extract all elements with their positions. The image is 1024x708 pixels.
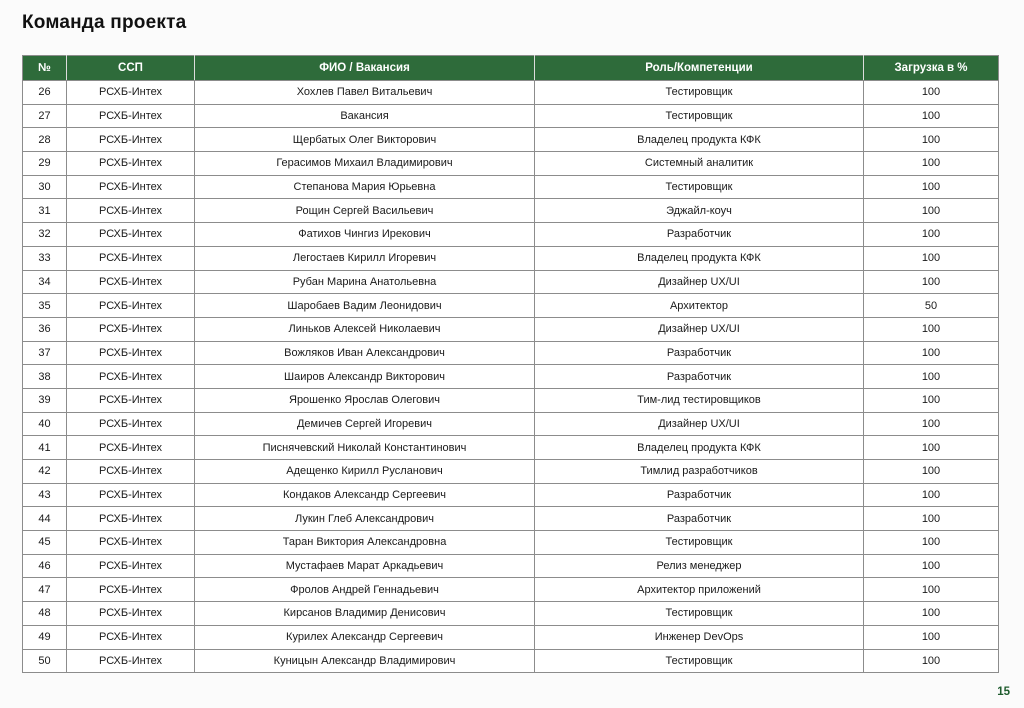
ssp-cell: РСХБ-Интех xyxy=(67,270,195,294)
table-row xyxy=(23,649,999,673)
table-row xyxy=(23,625,999,649)
fio-cell: Шаробаев Вадим Леонидович xyxy=(195,294,535,318)
fio-cell: Легостаев Кирилл Игоревич xyxy=(195,246,535,270)
ssp-cell: РСХБ-Интех xyxy=(67,436,195,460)
fio-cell: Фролов Андрей Геннадьевич xyxy=(195,578,535,602)
table-body xyxy=(23,81,999,673)
fio-cell: Степанова Мария Юрьевна xyxy=(195,175,535,199)
table-row xyxy=(23,81,999,105)
role-cell: Тестировщик xyxy=(535,104,864,128)
load-cell: 100 xyxy=(864,246,999,270)
load-cell: 100 xyxy=(864,270,999,294)
role-cell: Архитектор приложений xyxy=(535,578,864,602)
ssp-cell: РСХБ-Интех xyxy=(67,81,195,105)
row-number-cell: 28 xyxy=(23,128,67,152)
ssp-cell: РСХБ-Интех xyxy=(67,649,195,673)
row-number-cell: 46 xyxy=(23,554,67,578)
ssp-cell: РСХБ-Интех xyxy=(67,199,195,223)
row-number-cell: 50 xyxy=(23,649,67,673)
ssp-cell: РСХБ-Интех xyxy=(67,578,195,602)
ssp-cell: РСХБ-Интех xyxy=(67,223,195,247)
table-row xyxy=(23,602,999,626)
role-cell: Дизайнер UX/UI xyxy=(535,317,864,341)
load-cell: 100 xyxy=(864,341,999,365)
ssp-cell: РСХБ-Интех xyxy=(67,317,195,341)
fio-cell: Куницын Александр Владимирович xyxy=(195,649,535,673)
role-cell: Тим-лид тестировщиков xyxy=(535,388,864,412)
role-cell: Архитектор xyxy=(535,294,864,318)
ssp-cell: РСХБ-Интех xyxy=(67,365,195,389)
table-row xyxy=(23,554,999,578)
column-header-fio: ФИО / Вакансия xyxy=(195,56,535,81)
role-cell: Владелец продукта КФК xyxy=(535,436,864,460)
row-number-cell: 33 xyxy=(23,246,67,270)
load-cell: 100 xyxy=(864,223,999,247)
table-row xyxy=(23,531,999,555)
ssp-cell: РСХБ-Интех xyxy=(67,175,195,199)
table-row xyxy=(23,365,999,389)
ssp-cell: РСХБ-Интех xyxy=(67,152,195,176)
row-number-cell: 48 xyxy=(23,602,67,626)
fio-cell: Таран Виктория Александровна xyxy=(195,531,535,555)
fio-cell: Фатихов Чингиз Ирекович xyxy=(195,223,535,247)
fio-cell: Мустафаев Марат Аркадьевич xyxy=(195,554,535,578)
fio-cell: Демичев Сергей Игоревич xyxy=(195,412,535,436)
role-cell: Эджайл-коуч xyxy=(535,199,864,223)
role-cell: Владелец продукта КФК xyxy=(535,246,864,270)
fio-cell: Рубан Марина Анатольевна xyxy=(195,270,535,294)
table-row xyxy=(23,412,999,436)
row-number-cell: 39 xyxy=(23,388,67,412)
table-row xyxy=(23,175,999,199)
load-cell: 100 xyxy=(864,412,999,436)
ssp-cell: РСХБ-Интех xyxy=(67,388,195,412)
role-cell: Тестировщик xyxy=(535,531,864,555)
row-number-cell: 26 xyxy=(23,81,67,105)
column-header-number: № xyxy=(23,56,67,81)
table-row xyxy=(23,246,999,270)
load-cell: 100 xyxy=(864,531,999,555)
load-cell: 100 xyxy=(864,460,999,484)
row-number-cell: 29 xyxy=(23,152,67,176)
table-row xyxy=(23,223,999,247)
load-cell: 100 xyxy=(864,388,999,412)
row-number-cell: 37 xyxy=(23,341,67,365)
ssp-cell: РСХБ-Интех xyxy=(67,412,195,436)
row-number-cell: 38 xyxy=(23,365,67,389)
row-number-cell: 34 xyxy=(23,270,67,294)
row-number-cell: 41 xyxy=(23,436,67,460)
role-cell: Разработчик xyxy=(535,223,864,247)
table-header-row xyxy=(23,56,999,81)
ssp-cell: РСХБ-Интех xyxy=(67,483,195,507)
ssp-cell: РСХБ-Интех xyxy=(67,531,195,555)
fio-cell: Лукин Глеб Александрович xyxy=(195,507,535,531)
fio-cell: Ярошенко Ярослав Олегович xyxy=(195,388,535,412)
ssp-cell: РСХБ-Интех xyxy=(67,294,195,318)
role-cell: Разработчик xyxy=(535,507,864,531)
table-row xyxy=(23,341,999,365)
table-row xyxy=(23,483,999,507)
column-header-ssp: ССП xyxy=(67,56,195,81)
load-cell: 100 xyxy=(864,128,999,152)
row-number-cell: 30 xyxy=(23,175,67,199)
table-row xyxy=(23,270,999,294)
load-cell: 100 xyxy=(864,152,999,176)
row-number-cell: 40 xyxy=(23,412,67,436)
row-number-cell: 36 xyxy=(23,317,67,341)
fio-cell: Писнячевский Николай Константинович xyxy=(195,436,535,460)
role-cell: Владелец продукта КФК xyxy=(535,128,864,152)
load-cell: 100 xyxy=(864,436,999,460)
ssp-cell: РСХБ-Интех xyxy=(67,246,195,270)
ssp-cell: РСХБ-Интех xyxy=(67,128,195,152)
fio-cell: Адещенко Кирилл Русланович xyxy=(195,460,535,484)
row-number-cell: 32 xyxy=(23,223,67,247)
fio-cell: Шаиров Александр Викторович xyxy=(195,365,535,389)
column-header-load: Загрузка в % xyxy=(864,56,999,81)
load-cell: 100 xyxy=(864,483,999,507)
fio-cell: Кондаков Александр Сергеевич xyxy=(195,483,535,507)
row-number-cell: 42 xyxy=(23,460,67,484)
row-number-cell: 49 xyxy=(23,625,67,649)
load-cell: 100 xyxy=(864,554,999,578)
role-cell: Тестировщик xyxy=(535,649,864,673)
ssp-cell: РСХБ-Интех xyxy=(67,341,195,365)
load-cell: 50 xyxy=(864,294,999,318)
role-cell: Разработчик xyxy=(535,341,864,365)
ssp-cell: РСХБ-Интех xyxy=(67,507,195,531)
fio-cell: Вожляков Иван Александрович xyxy=(195,341,535,365)
page-number: 15 xyxy=(997,686,1010,698)
ssp-cell: РСХБ-Интех xyxy=(67,104,195,128)
role-cell: Тестировщик xyxy=(535,81,864,105)
table-row xyxy=(23,436,999,460)
row-number-cell: 31 xyxy=(23,199,67,223)
row-number-cell: 45 xyxy=(23,531,67,555)
fio-cell: Рощин Сергей Васильевич xyxy=(195,199,535,223)
role-cell: Дизайнер UX/UI xyxy=(535,412,864,436)
row-number-cell: 35 xyxy=(23,294,67,318)
fio-cell: Кирсанов Владимир Денисович xyxy=(195,602,535,626)
row-number-cell: 44 xyxy=(23,507,67,531)
load-cell: 100 xyxy=(864,507,999,531)
ssp-cell: РСХБ-Интех xyxy=(67,602,195,626)
column-header-role: Роль/Компетенции xyxy=(535,56,864,81)
role-cell: Тестировщик xyxy=(535,602,864,626)
fio-cell: Вакансия xyxy=(195,104,535,128)
load-cell: 100 xyxy=(864,578,999,602)
table-row xyxy=(23,152,999,176)
load-cell: 100 xyxy=(864,81,999,105)
load-cell: 100 xyxy=(864,602,999,626)
ssp-cell: РСХБ-Интех xyxy=(67,460,195,484)
load-cell: 100 xyxy=(864,175,999,199)
row-number-cell: 47 xyxy=(23,578,67,602)
role-cell: Дизайнер UX/UI xyxy=(535,270,864,294)
table-row xyxy=(23,507,999,531)
table-row xyxy=(23,199,999,223)
row-number-cell: 43 xyxy=(23,483,67,507)
ssp-cell: РСХБ-Интех xyxy=(67,625,195,649)
fio-cell: Линьков Алексей Николаевич xyxy=(195,317,535,341)
page-title: Команда проекта xyxy=(22,12,187,33)
load-cell: 100 xyxy=(864,199,999,223)
table-row xyxy=(23,460,999,484)
table-row xyxy=(23,128,999,152)
row-number-cell: 27 xyxy=(23,104,67,128)
role-cell: Разработчик xyxy=(535,365,864,389)
table-header xyxy=(23,56,999,81)
role-cell: Разработчик xyxy=(535,483,864,507)
load-cell: 100 xyxy=(864,649,999,673)
fio-cell: Щербатых Олег Викторович xyxy=(195,128,535,152)
role-cell: Инженер DevOps xyxy=(535,625,864,649)
role-cell: Тимлид разработчиков xyxy=(535,460,864,484)
load-cell: 100 xyxy=(864,365,999,389)
load-cell: 100 xyxy=(864,104,999,128)
table-row xyxy=(23,104,999,128)
load-cell: 100 xyxy=(864,625,999,649)
table-row xyxy=(23,317,999,341)
role-cell: Релиз менеджер xyxy=(535,554,864,578)
table-row xyxy=(23,578,999,602)
project-team-table xyxy=(22,55,999,673)
table-row xyxy=(23,294,999,318)
role-cell: Тестировщик xyxy=(535,175,864,199)
load-cell: 100 xyxy=(864,317,999,341)
fio-cell: Хохлев Павел Витальевич xyxy=(195,81,535,105)
fio-cell: Курилех Александр Сергеевич xyxy=(195,625,535,649)
table-row xyxy=(23,388,999,412)
role-cell: Системный аналитик xyxy=(535,152,864,176)
fio-cell: Герасимов Михаил Владимирович xyxy=(195,152,535,176)
ssp-cell: РСХБ-Интех xyxy=(67,554,195,578)
